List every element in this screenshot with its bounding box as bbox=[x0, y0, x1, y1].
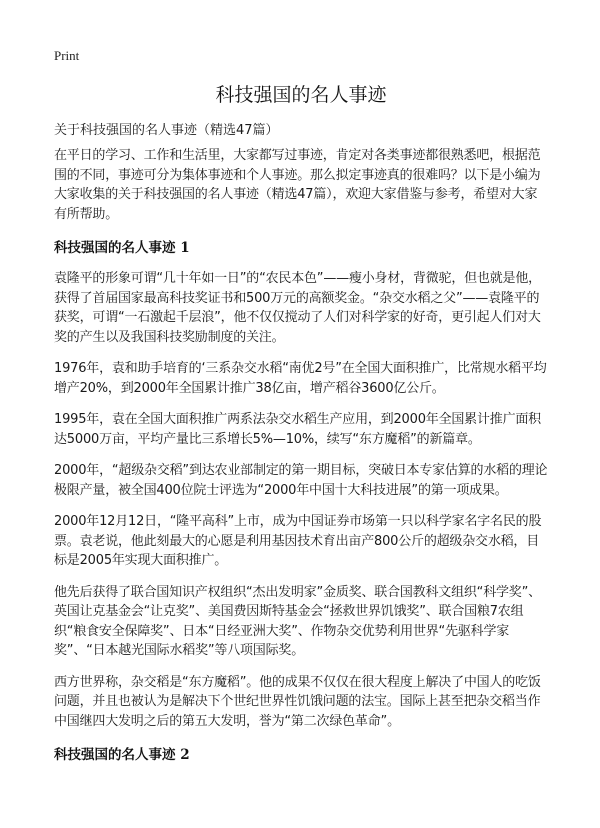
intro-paragraph: 在平日的学习、工作和生活里，大家都写过事迹，肯定对各类事迹都很熟悉吧，根据范围的不同，事迹可分为集体事迹和个人事迹。那么拟定事迹真的很难吗？以下是小编为大家收集的关于科技强国的名人事迹（精选47篇），欢迎大家借鉴与参考，希望对大家有所帮助。 bbox=[54, 148, 541, 222]
paragraph: 1995年，袁在全国大面积推广两系法杂交水稻生产应用，到2000年全国累计推广面积达5000万亩，平均产量比三系增长5%—10%，续写“东方魔稻”的新篇章。 bbox=[54, 412, 541, 447]
paragraph: 2000年，“超级杂交稻”到达农业部制定的第一期目标，突破日本专家估算的水稻的理论极限产量，被全国400位院士评选为“2000年中国十大科技进展”的第一项成果。 bbox=[54, 463, 548, 498]
subtitle: 关于科技强国的名人事迹（精选47篇） bbox=[54, 123, 279, 138]
paragraph: 袁隆平的形象可谓“几十年如一日”的“农民本色”——瘦小身材，背微驼，但也就是他，获得了首届国家最高科技奖证书和500万元的高额奖金。“杂交水稻之父”——袁隆平的获奖，可谓“一石激起千层浪”，他不仅仅搅动了人们对科学家的好奇，更引起人们对大奖的产生以及我国科技奖励制度的关注。 bbox=[54, 271, 541, 345]
section-heading-2: 科技强国的名人事迹 2 bbox=[54, 747, 190, 763]
paragraph: 他先后获得了联合国知识产权组织“杰出发明家”金质奖、联合国教科文组织“科学奖”、英国让克基金会“让克奖”、美国费因斯特基金会“拯救世界饥饿奖”、联合国粮7农组织“粮食安全保障奖”、日本“日经亚洲大奖”、作物杂交优势利用世界“先驱科学家奖”、“日本越光国际水稻奖”等八项国际奖。 bbox=[54, 584, 541, 658]
page-title: 科技强国的名人事迹 bbox=[215, 84, 387, 106]
paragraph: 西方世界称，杂交稻是“东方魔稻”。他的成果不仅仅在很大程度上解决了中国人的吃饭问题，并且也被认为是解决下个世纪世界性饥饿问题的法宝。国际上甚至把杂交稻当作中国继四大发明之后的第五大发明，誉为“第二次绿色革命”。 bbox=[54, 674, 541, 729]
paragraph: 2000年12月12日，“隆平高科”上市，成为中国证券市场第一只以科学家名字名民的股票。袁老说，他此刻最大的心愿是利用基因技术育出亩产800公斤的超级杂交水稻，目标是2005年实现大面积推广。 bbox=[54, 514, 542, 568]
paragraph: 1976年，袁和助手培育的‘三系杂交水稻“南优2号”在全国大面积推广，比常规水稻平均增产20%，到2000年全国累计推广38亿亩，增产稻谷3600亿公斤。 bbox=[54, 361, 547, 396]
article-body bbox=[54, 146, 548, 776]
section-heading-1: 科技强国的名人事迹 1 bbox=[54, 240, 190, 256]
print-label[interactable]: Print bbox=[54, 48, 80, 63]
